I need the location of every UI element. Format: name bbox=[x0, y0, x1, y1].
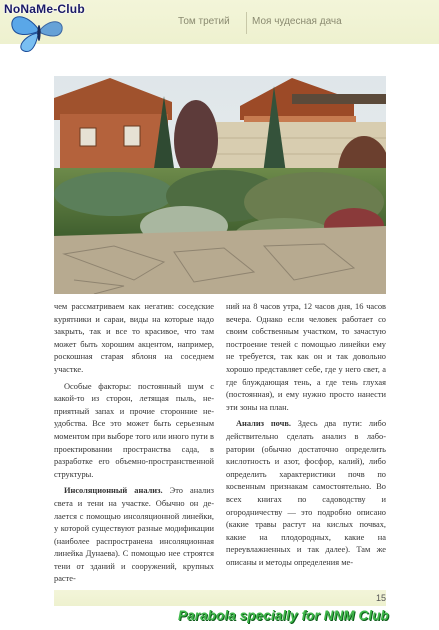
insolation-body: Это анализ света и тени на участке. Обычно он делается с помощью инсоляционной линейки, у которой существуют разные модификации (наиболее распространена инсоляционная линейка Дунаева). С помощью нее строятся тени от зданий и сооружений, крупных расте- bbox=[54, 486, 214, 584]
running-head-section: Моя чудесная дача bbox=[252, 16, 342, 27]
left-paragraph-2: Особые факторы: постоянный шум с какой-то из сторон, летящая пыль, неприятный запах и прочие сторонние неудобства. Все это может быть серьезным моментом при выборе того или иного пути в проектировании пространства сада, в разработке его объемно-пространственной структуры. bbox=[54, 381, 214, 479]
garden-photo-drawing bbox=[54, 76, 386, 294]
left-paragraph-1: чем рассматриваем как негатив: соседские курятники и сараи, виды на которые надо закрыть, так и все то красивое, что там может быть хорошим акцентом, например, роскошная старая яблоня на соседнем участке. bbox=[54, 302, 214, 374]
footer-bar bbox=[54, 590, 386, 606]
running-head-volume: Том третий bbox=[178, 16, 230, 27]
right-paragraph-1: ний на 8 часов утра, 12 часов дня, 16 часов вечера. Однако если человек работает со своим собственным участком, то зачастую построение теней с помощью линейки ему не требуется, так как он и так довольно хорошо представляет себе, где у него свет, а где блуждающая тень, а где тень глухая (постоянная), и ему нужно просто нанести эти зоны на план. bbox=[226, 302, 386, 412]
header-divider bbox=[246, 12, 247, 34]
footer-credit-watermark: Parabola specially for NNM Club bbox=[178, 608, 389, 623]
soil-analysis-heading: Анализ почв. bbox=[236, 419, 291, 429]
watermark bbox=[4, 2, 124, 52]
soil-analysis-body: Здесь два пути: либо действительно сделать анализ в лаборатории (обычно достаточно определить кислотность и азот, фосфор, калий), либо определить характеристики почв по косвенным признакам самостоятельно. Во всех книгах по садоводству и огородничеству — это подробно описано (какие травы растут на кислых почвах, какие на плодородных, какие на переувлажненных и так далее). Там же описаны и методы определения ме- bbox=[226, 419, 387, 567]
watermark-text: NoNaMe-Club bbox=[4, 2, 85, 16]
right-text-column bbox=[226, 301, 386, 573]
left-paragraph-3 bbox=[54, 485, 214, 586]
insolation-heading: Инсоляционный анализ. bbox=[64, 486, 163, 496]
garden-photo bbox=[54, 76, 386, 294]
butterfly-icon bbox=[6, 10, 72, 54]
left-text-column bbox=[54, 301, 214, 590]
right-paragraph-2 bbox=[226, 418, 386, 569]
page-number: 15 bbox=[375, 593, 386, 603]
